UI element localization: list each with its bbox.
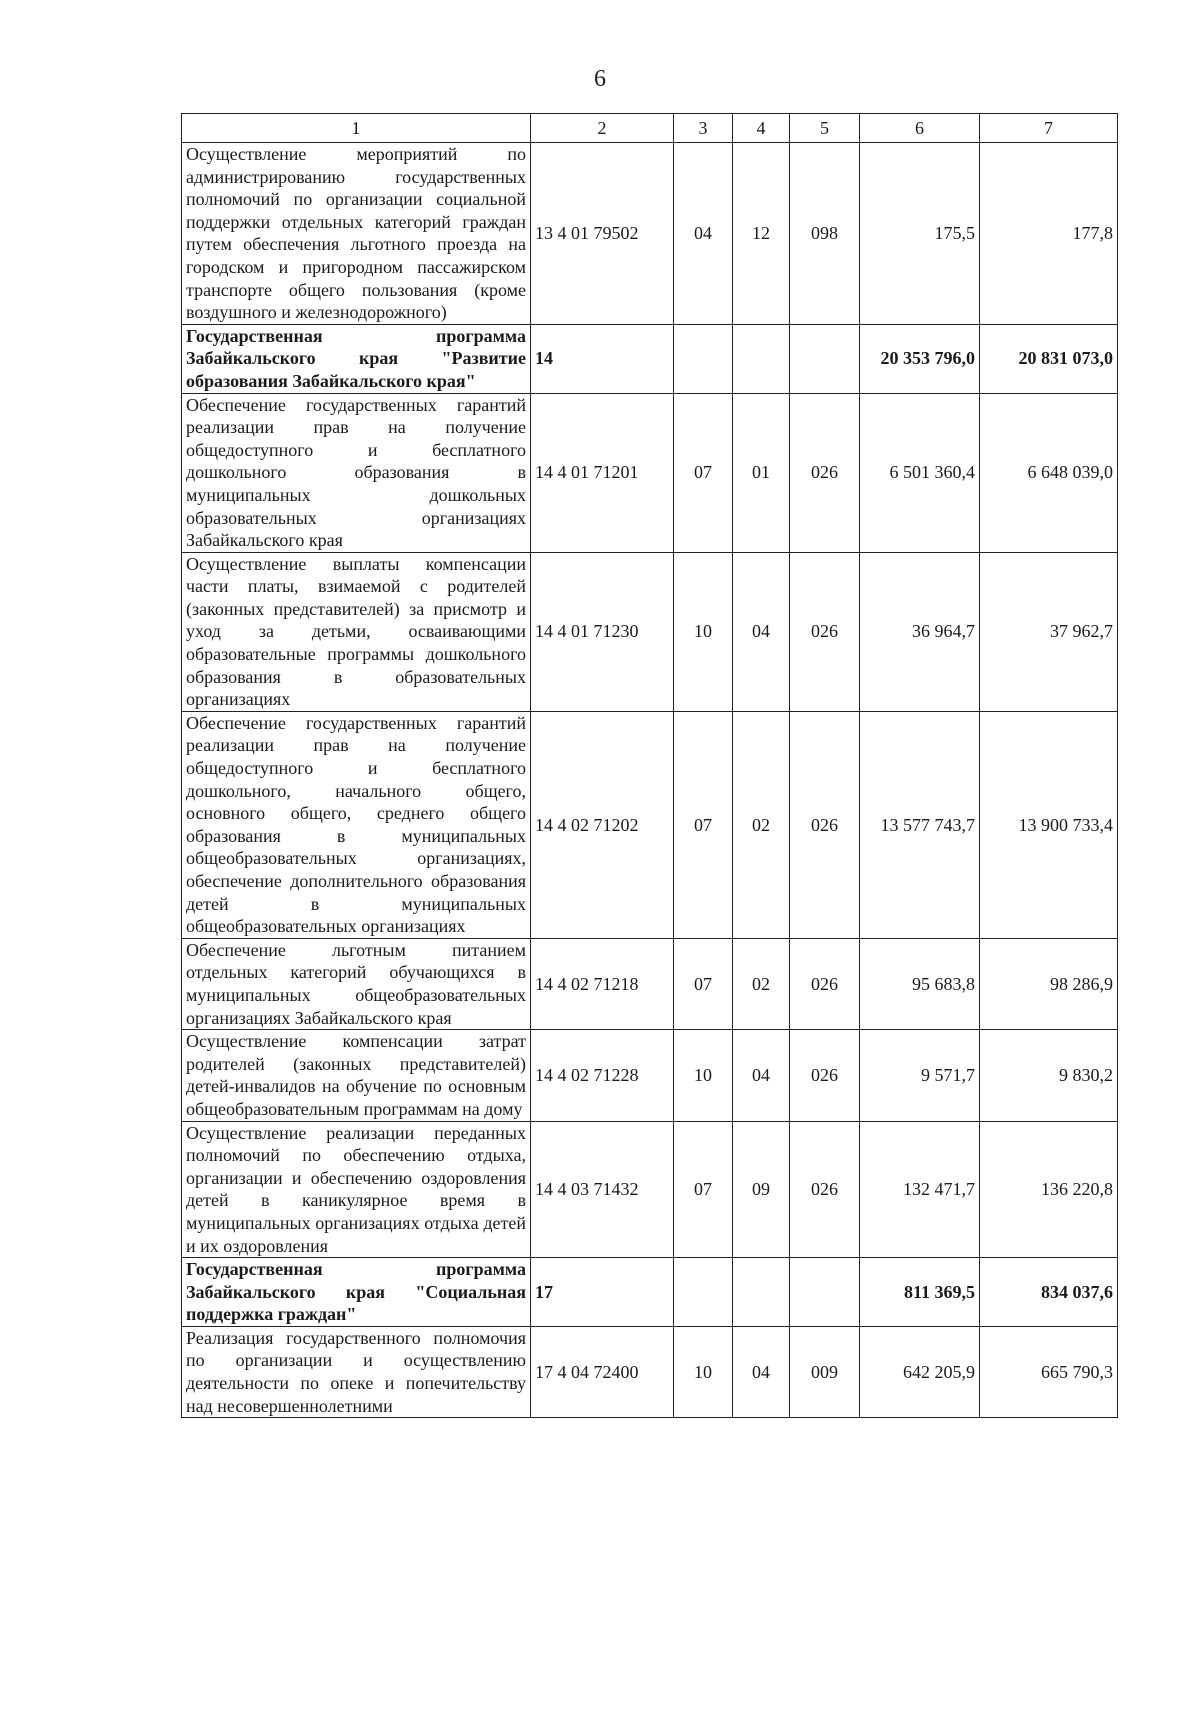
table-row-program [182,1258,1118,1327]
target-article-code: 14 4 02 71202 [531,711,674,938]
table-row [182,711,1118,938]
target-article-code: 17 [531,1258,674,1327]
section-code: 07 [674,938,733,1029]
amount-col6: 36 964,7 [860,552,980,711]
amount-col6: 20 353 796,0 [860,324,980,393]
target-article-code: 17 4 04 72400 [531,1326,674,1417]
table-row [182,1121,1118,1258]
row-description: Обеспечение государственных гарантий реализации прав на получение общедоступного и бесплатного дошкольного, начального общего, основного общего, среднего общего образования в муниципальных общеобразовательных организациях, обеспечение дополнительного образования детей в муниципальных общеобразовательных организациях [182,711,531,938]
expense-type-code: 026 [790,552,860,711]
subsection-code: 04 [733,552,790,711]
amount-col7: 13 900 733,4 [980,711,1118,938]
subsection-code: 01 [733,393,790,552]
row-description: Осуществление мероприятий по администрированию государственных полномочий по организации социальной поддержки отдельных категорий граждан путем обеспечения льготного проезда на городском и пригородном пассажирском транспорте общего пользования (кроме воздушного и железнодорожного) [182,143,531,325]
amount-col7: 98 286,9 [980,938,1118,1029]
amount-col6: 6 501 360,4 [860,393,980,552]
expense-type-code: 026 [790,1121,860,1258]
subsection-code: 12 [733,143,790,325]
amount-col6: 175,5 [860,143,980,325]
target-article-code: 13 4 01 79502 [531,143,674,325]
subsection-code: 04 [733,1030,790,1121]
expense-type-code: 026 [790,711,860,938]
subsection-code [733,1258,790,1327]
expense-type-code [790,324,860,393]
column-header: 5 [790,114,860,143]
row-description: Осуществление реализации переданных полномочий по обеспечению отдыха, организации и обеспечению оздоровления детей в каникулярное время в муниципальных организациях отдыха детей и их оздоровления [182,1121,531,1258]
budget-table [181,113,1118,1418]
section-code: 10 [674,552,733,711]
target-article-code: 14 4 01 71230 [531,552,674,711]
section-code: 04 [674,143,733,325]
section-code: 07 [674,1121,733,1258]
expense-type-code: 009 [790,1326,860,1417]
section-code: 10 [674,1326,733,1417]
table-row [182,1326,1118,1417]
row-description: Осуществление компенсации затрат родителей (законных представителей) детей-инвалидов на обучение по основным общеобразовательным программам на дому [182,1030,531,1121]
expense-type-code: 026 [790,1030,860,1121]
table-header [182,114,1118,143]
table-row [182,1030,1118,1121]
row-description: Государственная программа Забайкальского края "Социальная поддержка граждан" [182,1258,531,1327]
amount-col6: 95 683,8 [860,938,980,1029]
target-article-code: 14 4 01 71201 [531,393,674,552]
amount-col6: 9 571,7 [860,1030,980,1121]
amount-col7: 20 831 073,0 [980,324,1118,393]
column-header: 1 [182,114,531,143]
target-article-code: 14 [531,324,674,393]
section-code: 07 [674,393,733,552]
header-row [182,114,1118,143]
table-row [182,143,1118,325]
subsection-code: 02 [733,711,790,938]
table-row [182,938,1118,1029]
amount-col7: 6 648 039,0 [980,393,1118,552]
amount-col7: 834 037,6 [980,1258,1118,1327]
expense-type-code: 026 [790,938,860,1029]
page-number: 6 [594,66,606,92]
column-header: 3 [674,114,733,143]
amount-col6: 811 369,5 [860,1258,980,1327]
column-header: 2 [531,114,674,143]
row-description: Реализация государственного полномочия по организации и осуществлению деятельности по опеке и попечительству над несовершеннолетними [182,1326,531,1417]
column-header: 4 [733,114,790,143]
section-code: 07 [674,711,733,938]
amount-col6: 642 205,9 [860,1326,980,1417]
target-article-code: 14 4 02 71218 [531,938,674,1029]
subsection-code [733,324,790,393]
section-code: 10 [674,1030,733,1121]
table-row [182,552,1118,711]
section-code [674,1258,733,1327]
expense-type-code [790,1258,860,1327]
row-description: Государственная программа Забайкальского края "Развитие образования Забайкальского края" [182,324,531,393]
row-description: Осуществление выплаты компенсации части платы, взимаемой с родителей (законных представителей) за присмотр и уход за детьми, осваивающими образовательные программы дошкольного образования в образовательных организациях [182,552,531,711]
target-article-code: 14 4 02 71228 [531,1030,674,1121]
expense-type-code: 098 [790,143,860,325]
expense-type-code: 026 [790,393,860,552]
target-article-code: 14 4 03 71432 [531,1121,674,1258]
table-body [182,143,1118,1418]
column-header: 7 [980,114,1118,143]
amount-col7: 665 790,3 [980,1326,1118,1417]
amount-col7: 37 962,7 [980,552,1118,711]
row-description: Обеспечение государственных гарантий реализации прав на получение общедоступного и бесплатного дошкольного образования в муниципальных дошкольных образовательных организациях Забайкальского края [182,393,531,552]
table-row-program [182,324,1118,393]
table-row [182,393,1118,552]
row-description: Обеспечение льготным питанием отдельных категорий обучающихся в муниципальных общеобразовательных организациях Забайкальского края [182,938,531,1029]
column-header: 6 [860,114,980,143]
amount-col7: 177,8 [980,143,1118,325]
subsection-code: 02 [733,938,790,1029]
amount-col7: 136 220,8 [980,1121,1118,1258]
section-code [674,324,733,393]
amount-col6: 132 471,7 [860,1121,980,1258]
subsection-code: 09 [733,1121,790,1258]
amount-col7: 9 830,2 [980,1030,1118,1121]
subsection-code: 04 [733,1326,790,1417]
amount-col6: 13 577 743,7 [860,711,980,938]
